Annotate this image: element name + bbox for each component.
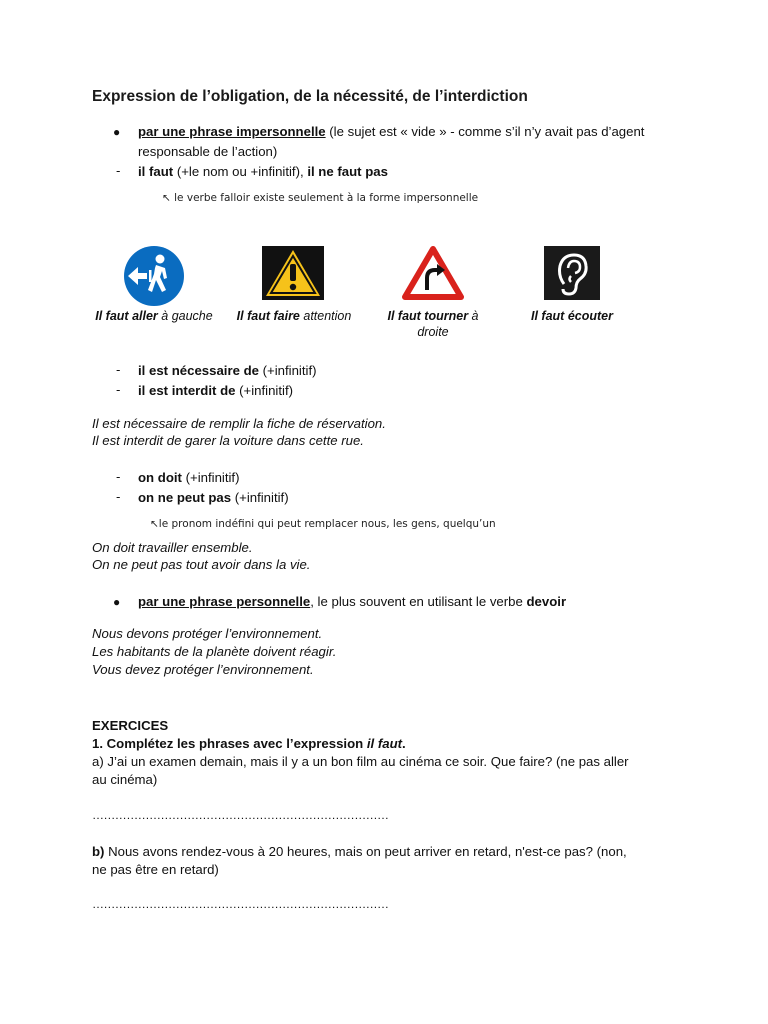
rule-bold: on doit bbox=[138, 470, 182, 485]
answer-line-b[interactable]: …………………………………………………………………… bbox=[92, 897, 389, 911]
instruction-text: il faut bbox=[366, 736, 403, 751]
rule-text: (+infinitif) bbox=[181, 470, 240, 485]
exercise-b-text: Nous avons rendez-vous à 20 heures, mais on peut arriver en retard, n'est-ce pas? (non, bbox=[104, 844, 627, 859]
example-sentence: Il est nécessaire de remplir la fiche de réservation. bbox=[92, 416, 386, 431]
caption-sign-4 bbox=[502, 308, 642, 324]
rule-on-doit bbox=[138, 469, 239, 487]
page-title: Expression de l’obligation, de la nécessité, de l’interdiction bbox=[92, 88, 528, 105]
caption-sign-1 bbox=[84, 308, 224, 324]
section3-text: , le plus souvent en utilisant le verbe bbox=[310, 594, 527, 609]
answer-line-a[interactable]: …………………………………………………………………… bbox=[92, 808, 389, 822]
caption-bold: Il faut faire bbox=[236, 309, 300, 323]
note-pronom: ↖le pronom indéfini qui peut remplacer nous, les gens, quelqu’un bbox=[150, 518, 496, 530]
rule-on-ne-peut-pas bbox=[138, 489, 289, 507]
rule-necessaire bbox=[138, 362, 317, 380]
example-sentence: Nous devons protéger l’environnement. bbox=[92, 626, 323, 641]
caption-text: à gauche bbox=[157, 309, 213, 323]
exercise-b-line2: ne pas être en retard) bbox=[92, 862, 219, 877]
note-falloir: ↖ le verbe falloir existe seulement à la forme impersonnelle bbox=[162, 192, 479, 204]
rule-bold: il est nécessaire de bbox=[138, 363, 259, 378]
dash: - bbox=[116, 382, 121, 397]
dash: - bbox=[116, 163, 121, 178]
rule-bold: on ne peut pas bbox=[138, 490, 232, 505]
example-sentence: On doit travailler ensemble. bbox=[92, 540, 253, 555]
exercices-heading: EXERCICES bbox=[92, 718, 169, 733]
rule-il-faut bbox=[138, 163, 388, 181]
exercise-b-label: b) bbox=[92, 844, 105, 859]
caption-text: droite bbox=[417, 325, 449, 339]
caption-text: attention bbox=[299, 309, 352, 323]
rule-bold: il est interdit de bbox=[138, 383, 236, 398]
example-sentence: Vous devez protéger l’environnement. bbox=[92, 662, 314, 677]
exercise-1-instruction bbox=[92, 735, 406, 753]
dash: - bbox=[116, 469, 121, 484]
section1-desc: (le sujet est « vide » - comme s’il n’y avait pas d’agent bbox=[325, 124, 645, 139]
instruction-text: . bbox=[402, 736, 406, 751]
exercise-b-line1 bbox=[92, 843, 627, 861]
caption-bold: Il faut écouter bbox=[531, 309, 613, 323]
caption-bold: Il faut aller bbox=[95, 309, 158, 323]
bullet: ● bbox=[113, 595, 121, 609]
caption-sign-2 bbox=[224, 308, 364, 324]
section3-heading: par une phrase personnelle bbox=[138, 594, 311, 609]
rule-bold: il faut bbox=[138, 164, 174, 179]
rule-text: (+infinitif) bbox=[258, 363, 317, 378]
rule-bold: il ne faut pas bbox=[307, 164, 388, 179]
exercise-a-line2: au cinéma) bbox=[92, 772, 158, 787]
caption-text: à bbox=[468, 309, 479, 323]
ear-sign-icon bbox=[544, 246, 600, 300]
dash: - bbox=[116, 489, 121, 504]
section1-line2: responsable de l’action) bbox=[138, 144, 278, 159]
rule-text: (+le nom ou +infinitif), bbox=[173, 164, 308, 179]
section1-heading: par une phrase impersonnelle bbox=[138, 124, 326, 139]
rule-text: (+infinitif) bbox=[235, 383, 293, 398]
section3-line bbox=[138, 593, 566, 611]
example-sentence: Les habitants de la planète doivent réagir. bbox=[92, 644, 337, 659]
caption-sign-3 bbox=[363, 308, 503, 340]
dash: - bbox=[116, 362, 121, 377]
caption-bold: Il faut tourner bbox=[387, 309, 469, 323]
walk-left-sign-icon bbox=[123, 246, 185, 306]
warning-sign-icon bbox=[262, 246, 324, 300]
example-sentence: Il est interdit de garer la voiture dans cette rue. bbox=[92, 433, 364, 448]
turn-right-sign-icon bbox=[402, 246, 464, 300]
instruction-text: 1. Complétez les phrases avec l’expression bbox=[92, 736, 367, 751]
rule-interdit bbox=[138, 382, 293, 400]
section1-line1 bbox=[138, 123, 644, 141]
bullet: ● bbox=[113, 125, 121, 139]
exercise-a-line1: a) J’ai un examen demain, mais il y a un bon film au cinéma ce soir. Que faire? (ne pas aller bbox=[92, 754, 629, 769]
example-sentence: On ne peut pas tout avoir dans la vie. bbox=[92, 557, 311, 572]
rule-text: (+infinitif) bbox=[231, 490, 289, 505]
section3-verb: devoir bbox=[526, 594, 567, 609]
